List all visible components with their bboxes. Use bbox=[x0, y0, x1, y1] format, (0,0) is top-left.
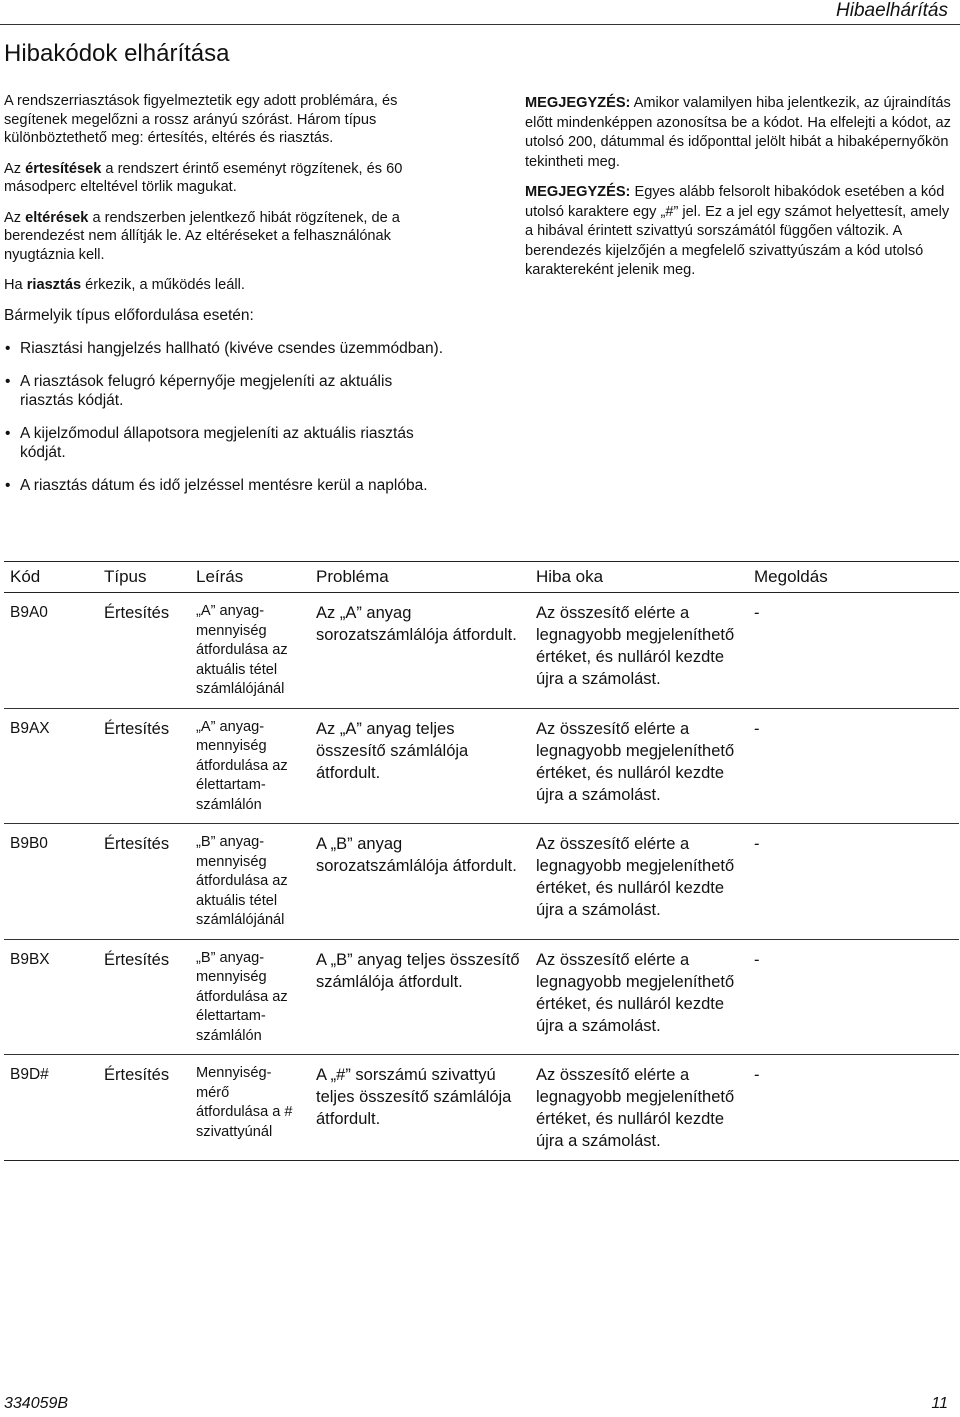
table-header-row bbox=[4, 562, 959, 593]
bullet-icon: • bbox=[5, 372, 11, 390]
cell-code: B9BX bbox=[4, 939, 98, 1055]
cell-problem: A „B” anyag sorozatszámlálója átfordult. bbox=[310, 824, 530, 940]
table-row bbox=[4, 1055, 959, 1161]
cell-cause: Az összesítő elérte a legnagyobb megjeleníthető értéket, és nulláról kezdte újra a számolást. bbox=[530, 824, 748, 940]
cell-cause: Az összesítő elérte a legnagyobb megjeleníthető értéket, és nulláról kezdte újra a számolást. bbox=[530, 939, 748, 1055]
term-deviations: eltérések bbox=[25, 209, 89, 226]
cell-problem: Az „A” anyag teljes összesítő számlálója átfordult. bbox=[310, 708, 530, 824]
cell-solution: - bbox=[748, 708, 959, 824]
bullet-icon: • bbox=[5, 476, 11, 494]
bullet-icon: • bbox=[5, 424, 11, 442]
list-item: • A riasztások felugró képernyője megjeleníti az aktuális riasztás kódját. bbox=[5, 372, 393, 409]
cell-cause: Az összesítő elérte a legnagyobb megjeleníthető értéket, és nulláról kezdte újra a számolást. bbox=[530, 708, 748, 824]
cell-solution: - bbox=[748, 593, 959, 709]
header-solution: Megoldás bbox=[748, 562, 959, 593]
cell-type: Értesítés bbox=[98, 939, 190, 1055]
header-divider bbox=[0, 24, 960, 25]
cell-code: B9A0 bbox=[4, 593, 98, 709]
cell-type: Értesítés bbox=[98, 824, 190, 940]
notifications-paragraph: Az értesítések a rendszert érintő eseményt rögzítenek, és 60 másodperc elteltével törlik magukat. bbox=[4, 160, 403, 195]
header-type: Típus bbox=[98, 562, 190, 593]
list-item: • A kijelzőmodul állapotsora megjeleníti az aktuális riasztás kódját. bbox=[5, 424, 414, 461]
header-description: Leírás bbox=[190, 562, 310, 593]
cell-type: Értesítés bbox=[98, 708, 190, 824]
cell-solution: - bbox=[748, 824, 959, 940]
table-row bbox=[4, 824, 959, 940]
intro-paragraph: A rendszerriasztások figyelmeztetik egy adott problémára, és segítenek megelőzni a rossz arányú szórást. Három típus különböztethető meg: értesítés, eltérés és riasztás. bbox=[4, 93, 398, 146]
cell-cause: Az összesítő elérte a legnagyobb megjeleníthető értéket, és nulláról kezdte újra a számolást. bbox=[530, 593, 748, 709]
error-code-table bbox=[4, 561, 959, 1161]
header-cause: Hiba oka bbox=[530, 562, 748, 593]
cell-type: Értesítés bbox=[98, 1055, 190, 1161]
table-row bbox=[4, 708, 959, 824]
note-restart: MEGJEGYZÉS: Amikor valamilyen hiba jelentkezik, az újraindítás előtt mindenképpen azonosítsa be a kódot. Ha elfelejti a kódot, az utolsó 200, dátummal és időponttal jelölt hibát a hibaképernyőkön tekintheti meg. bbox=[525, 95, 951, 170]
cell-description: „B” anyag-mennyiség átfordulása az élettartam-számlálón bbox=[190, 939, 310, 1055]
cell-solution: - bbox=[748, 1055, 959, 1161]
deviations-paragraph: Az eltérések a rendszerben jelentkező hibát rögzítenek, de a berendezést nem állítják le. Az eltéréseket a felhasználónak nyugtáznia kell. bbox=[4, 209, 400, 263]
cell-code: B9AX bbox=[4, 708, 98, 824]
table-row bbox=[4, 939, 959, 1055]
document-number: 334059B bbox=[4, 1395, 69, 1412]
cell-problem: A „#” sorszámú szivattyú teljes összesítő számlálója átfordult. bbox=[310, 1055, 530, 1161]
note-label: MEGJEGYZÉS: bbox=[525, 95, 631, 111]
alarm-effects-list bbox=[4, 339, 444, 495]
note-label: MEGJEGYZÉS: bbox=[525, 184, 631, 200]
cell-code: B9B0 bbox=[4, 824, 98, 940]
right-column bbox=[525, 94, 957, 292]
left-column bbox=[4, 92, 444, 508]
list-item: • A riasztás dátum és idő jelzéssel mentésre kerül a naplóba. bbox=[5, 476, 428, 494]
header-problem: Probléma bbox=[310, 562, 530, 593]
section-title: Hibaelhárítás bbox=[836, 0, 948, 21]
term-alarm: riasztás bbox=[26, 277, 82, 293]
cell-cause: Az összesítő elérte a legnagyobb megjeleníthető értéket, és nulláról kezdte újra a számolást. bbox=[530, 1055, 748, 1161]
table-row bbox=[4, 593, 959, 709]
cell-description: „B” anyag-mennyiség átfordulása az aktuális tétel számlálójánál bbox=[190, 824, 310, 940]
cell-type: Értesítés bbox=[98, 593, 190, 709]
cell-description: „A” anyag-mennyiség átfordulása az élettartam-számlálón bbox=[190, 708, 310, 824]
page-number: 11 bbox=[931, 1395, 948, 1412]
cell-problem: A „B” anyag teljes összesítő számlálója átfordult. bbox=[310, 939, 530, 1055]
page-title: Hibakódok elhárítása bbox=[4, 40, 230, 67]
alarm-paragraph: Ha riasztás érkezik, a működés leáll. bbox=[4, 277, 245, 293]
cell-problem: Az „A” anyag sorozatszámlálója átfordult. bbox=[310, 593, 530, 709]
list-item: • Riasztási hangjelzés hallható (kivéve csendes üzemmódban). bbox=[5, 340, 444, 357]
any-type-paragraph: Bármelyik típus előfordulása esetén: bbox=[4, 306, 254, 324]
header-code: Kód bbox=[4, 562, 98, 593]
cell-description: Mennyiség-mérő átfordulása a # szivattyúnál bbox=[190, 1055, 310, 1161]
cell-description: „A” anyag-mennyiség átfordulása az aktuális tétel számlálójánál bbox=[190, 593, 310, 709]
cell-code: B9D# bbox=[4, 1055, 98, 1161]
bullet-icon: • bbox=[5, 340, 11, 357]
term-notifications: értesítések bbox=[25, 160, 102, 177]
cell-solution: - bbox=[748, 939, 959, 1055]
note-hash: MEGJEGYZÉS: Egyes alább felsorolt hibakódok esetében a kód utolsó karaktere egy „#” jel. Ez a jel egy számot helyettesít, amely a hibával érintett szivattyú sorszámától függően változik. A berendezés kijelzőjén a megfelelő szivattyúszám a kód utolsó karaktereként jelenik meg. bbox=[525, 184, 950, 278]
